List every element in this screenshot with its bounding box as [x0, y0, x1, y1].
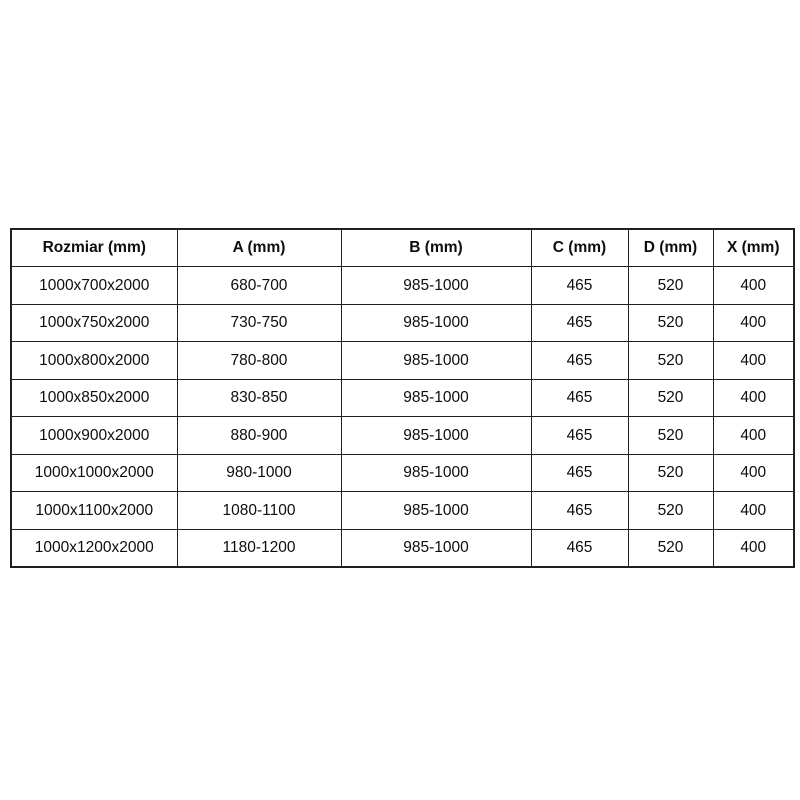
cell-rozmiar: 1000x850x2000: [11, 379, 177, 417]
cell-b: 985-1000: [341, 304, 531, 342]
column-header-x: X (mm): [713, 229, 794, 267]
cell-b: 985-1000: [341, 417, 531, 455]
cell-c: 465: [531, 529, 628, 567]
cell-b: 985-1000: [341, 379, 531, 417]
cell-a: 780-800: [177, 342, 341, 380]
cell-b: 985-1000: [341, 454, 531, 492]
cell-a: 980-1000: [177, 454, 341, 492]
table-row: [11, 267, 794, 305]
cell-x: 400: [713, 454, 794, 492]
cell-x: 400: [713, 492, 794, 530]
cell-c: 465: [531, 492, 628, 530]
cell-rozmiar: 1000x800x2000: [11, 342, 177, 380]
table-row: [11, 304, 794, 342]
size-specification-table: [10, 228, 795, 568]
cell-d: 520: [628, 342, 713, 380]
cell-b: 985-1000: [341, 529, 531, 567]
cell-x: 400: [713, 379, 794, 417]
cell-x: 400: [713, 417, 794, 455]
cell-a: 830-850: [177, 379, 341, 417]
table-row: [11, 529, 794, 567]
column-header-rozmiar: Rozmiar (mm): [11, 229, 177, 267]
cell-x: 400: [713, 529, 794, 567]
column-header-a: A (mm): [177, 229, 341, 267]
table-row: [11, 342, 794, 380]
column-header-c: C (mm): [531, 229, 628, 267]
cell-d: 520: [628, 304, 713, 342]
cell-d: 520: [628, 417, 713, 455]
cell-a: 680-700: [177, 267, 341, 305]
cell-d: 520: [628, 267, 713, 305]
column-header-d: D (mm): [628, 229, 713, 267]
cell-c: 465: [531, 342, 628, 380]
cell-b: 985-1000: [341, 492, 531, 530]
cell-b: 985-1000: [341, 267, 531, 305]
cell-rozmiar: 1000x1000x2000: [11, 454, 177, 492]
cell-rozmiar: 1000x900x2000: [11, 417, 177, 455]
cell-rozmiar: 1000x1200x2000: [11, 529, 177, 567]
cell-d: 520: [628, 492, 713, 530]
cell-rozmiar: 1000x1100x2000: [11, 492, 177, 530]
cell-x: 400: [713, 342, 794, 380]
table-header-row: [11, 229, 794, 267]
cell-d: 520: [628, 529, 713, 567]
cell-d: 520: [628, 454, 713, 492]
cell-rozmiar: 1000x700x2000: [11, 267, 177, 305]
cell-c: 465: [531, 267, 628, 305]
cell-a: 880-900: [177, 417, 341, 455]
column-header-b: B (mm): [341, 229, 531, 267]
cell-x: 400: [713, 304, 794, 342]
table-row: [11, 454, 794, 492]
table-row: [11, 492, 794, 530]
cell-c: 465: [531, 379, 628, 417]
cell-b: 985-1000: [341, 342, 531, 380]
cell-a: 730-750: [177, 304, 341, 342]
cell-rozmiar: 1000x750x2000: [11, 304, 177, 342]
cell-c: 465: [531, 417, 628, 455]
table-row: [11, 379, 794, 417]
table-row: [11, 417, 794, 455]
cell-a: 1180-1200: [177, 529, 341, 567]
cell-c: 465: [531, 304, 628, 342]
cell-d: 520: [628, 379, 713, 417]
cell-a: 1080-1100: [177, 492, 341, 530]
cell-c: 465: [531, 454, 628, 492]
cell-x: 400: [713, 267, 794, 305]
